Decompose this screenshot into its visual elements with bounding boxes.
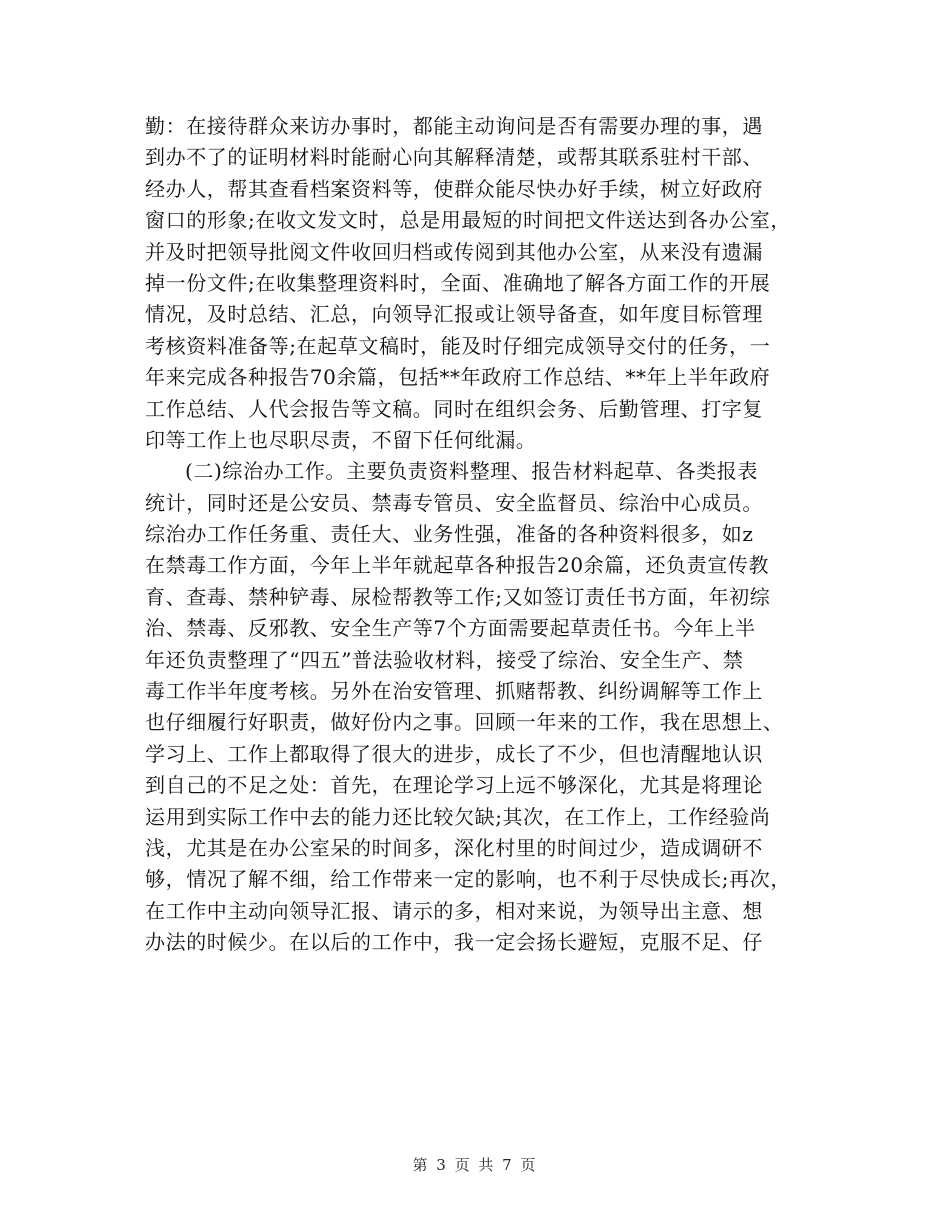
text-line: 年还负责整理了“四五”普法验收材料，接受了综治、安全生产、禁 <box>145 647 744 672</box>
text-line: 到自己的不足之处：首先，在理论学习上远不够深化，尤其是将理论 <box>145 773 763 798</box>
text-line: 窗口的形象;在收文发文时，总是用最短的时间把文件送达到各办公室， <box>145 208 791 233</box>
text-line: 毒工作半年度考核。另外在治安管理、抓赌帮教、纠纷调解等工作上 <box>145 679 763 704</box>
text-line: 办法的时候少。在以后的工作中，我一定会扬长避短，克服不足、仔 <box>145 930 763 955</box>
text-line: 在工作中主动向领导汇报、请示的多，相对来说，为领导出主意、想 <box>145 898 763 923</box>
text-line: 印等工作上也尽职尽责，不留下任何纰漏。 <box>145 427 537 452</box>
text-line: 够，情况了解不细，给工作带来一定的影响，也不利于尽快成长;再次， <box>145 867 791 892</box>
text-line: 育、查毒、禁种铲毒、尿检帮教等工作;又如签订责任书方面，年初综 <box>145 584 771 609</box>
text-line: 情况，及时总结、汇总，向领导汇报或让领导备查，如年度目标管理 <box>145 302 763 327</box>
text-line: 勤：在接待群众来访办事时，都能主动询问是否有需要办理的事，遇 <box>145 114 763 138</box>
text-line: 也仔细履行好职责，做好份内之事。回顾一年来的工作，我在思想上、 <box>145 710 784 735</box>
text-line: 年来完成各种报告70余篇，包括**年政府工作总结、**年上半年政府 <box>145 365 771 390</box>
text-line: 经办人，帮其查看档案资料等，使群众能尽快办好手续，树立好政府 <box>145 176 763 201</box>
text-line: 学习上、工作上都取得了很大的进步，成长了不少，但也清醒地认识 <box>145 741 763 766</box>
text-line: 综治办工作任务重、责任大、业务性强，准备的各种资料很多，如z <box>145 522 754 547</box>
text-line: 并及时把领导批阅文件收回归档或传阅到其他办公室，从来没有遗漏 <box>145 239 763 264</box>
page-number-footer: 第 3 页 共 7 页 <box>412 1156 538 1174</box>
section-heading-line: (二)综治办工作。主要负责资料整理、报告材料起草、各类报表 <box>185 459 759 484</box>
text-line: 统计，同时还是公安员、禁毒专管员、安全监督员、综治中心成员。 <box>145 490 763 515</box>
text-line: 治、禁毒、反邪教、安全生产等7个方面需要起草责任书。今年上半 <box>145 616 756 641</box>
text-line: 在禁毒工作方面，今年上半年就起草各种报告20余篇，还负责宣传教 <box>145 553 770 578</box>
text-line: 到办不了的证明材料时能耐心向其解释清楚，或帮其联系驻村干部、 <box>145 145 763 170</box>
body-text <box>145 111 825 959</box>
text-line: 工作总结、人代会报告等文稿。同时在组织会务、后勤管理、打字复 <box>145 396 763 421</box>
text-line: 考核资料准备等;在起草文稿时，能及时仔细完成领导交付的任务，一 <box>145 333 771 358</box>
text-line: 掉一份文件;在收集整理资料时，全面、准确地了解各方面工作的开展 <box>145 270 771 295</box>
text-line: 浅，尤其是在办公室呆的时间多，深化村里的时间过少，造成调研不 <box>145 835 763 860</box>
text-line: 运用到实际工作中去的能力还比较欠缺;其次，在工作上，工作经验尚 <box>145 804 771 829</box>
